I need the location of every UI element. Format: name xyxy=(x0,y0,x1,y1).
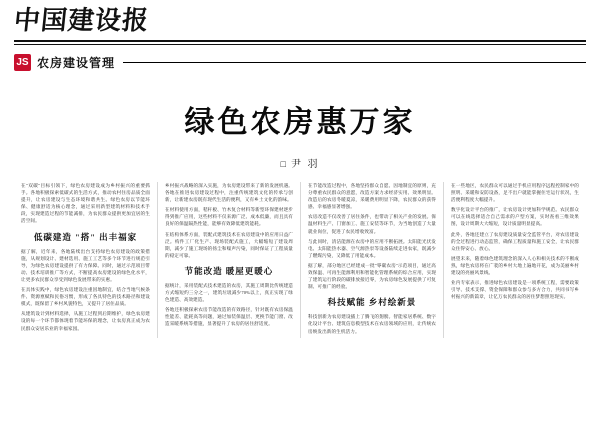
paragraph: 业内专家表示，推进绿色农房建设是一项系统工程，需要政策引导、技术支撑、资金保障和群众参与多方合力，共同书写乡村振兴的新篇章，让亿万农民群众的居住梦想照进现实。 xyxy=(451,280,579,300)
paragraph: 从建筑设计到材料选择，从施工过程到后期维护，绿色农房建设的每一个环节都体现着节能环保的理念，让农房真正成为农民群众安居乐业的幸福家园。 xyxy=(21,311,150,331)
paragraph: 据统计，采用装配式技术建造的农房，其施工周期比传统建造方式缩短约三分之一，建筑垃圾减少70%以上，真正实现了绿色建造、高效建造。 xyxy=(165,282,293,303)
paragraph: 在具体实践中，绿色农房建设注重因地制宜，结合当地气候条件、资源禀赋和民俗习惯，形成了各具特色的技术路径和建设模式，既保留了乡村风貌特色，又提升了居住品质。 xyxy=(21,287,150,307)
paragraph: 各地还积极探索农房节能改造的有效路径，针对既有农房保温性能差、能耗高等问题，通过加装保温层、更换节能门窗、改造采暖系统等措施，显著提升了农房的居住舒适度。 xyxy=(165,307,293,327)
masthead-divider xyxy=(14,40,586,42)
paragraph: 农房改造不仅改善了居住条件，也带动了相关产业的发展。保温材料生产、门窗加工、施工安装等环节，为当地创造了大量就业岗位，促进了农民增收致富。 xyxy=(308,214,436,234)
paragraph: 展望未来，随着绿色建筑理念的深入人心和相关技术的不断成熟，绿色农房将在广袤的乡村大地上遍地开花，成为美丽乡村建设的亮丽风景线。 xyxy=(451,255,579,276)
article-headline: 绿色农房惠万家 xyxy=(184,106,416,139)
section-badge: JS xyxy=(14,54,31,71)
article-column-2 xyxy=(157,182,300,338)
paragraph: 在"双碳"目标引领下，绿色农房建设成为乡村振兴的重要抓手。各地积极探索低碳式的生活方式，推动农村住房品质全面提升，让农房建设与生态环境和谐共生。绿色农房以节能环保、健康舒适为核心理念，通过采用新型建筑材料和技术手段，实现建造过程的节能减排，为农民群众提供更加宜居的生活空间。 xyxy=(21,183,150,224)
paragraph: 在节能改造过程中，各地坚持群众自愿、因地制宜的原则，充分尊重农民群众的意愿，改造方案力求经济实用、效果明显。改造后的农房冬暖夏凉，采暖费用明显下降，农民群众的获得感、幸福感显著增强。 xyxy=(308,183,436,210)
newspaper-title: 中国建设报 xyxy=(12,6,151,35)
paragraph: 据了解，近年来，各地陆续出台支持绿色农房建设的政策措施，从规划设计、建材选用、施工工艺等多个环节进行规范引导，为绿色农房建设提供了有力保障。同时，通过示范项目带动、技术培训推广等方式，不断提高农房建设的绿色化水平，让更多农民群众享受到绿色发展带来的实惠。 xyxy=(21,248,150,282)
byline-author: 尹 羽 xyxy=(290,159,320,170)
article-column-3 xyxy=(300,182,443,338)
masthead xyxy=(0,0,600,46)
paragraph: 在结构体系方面，装配式建筑技术在农房建设中的应用日益广泛。构件工厂化生产、现场装配式施工，大幅缩短了建设周期，减少了施工现场的扬尘和噪声污染，同时保证了工程质量的稳定可靠。 xyxy=(165,231,293,258)
article-byline xyxy=(0,155,600,170)
section-bar xyxy=(0,46,600,71)
paragraph: 在材料使用方面，秸秆板、竹木复合材料等新型环保建材逐步得到推广应用，这些材料不仅来源广泛、成本低廉，而且具有良好的保温隔热性能，能够有效降低建筑能耗。 xyxy=(165,207,293,227)
paragraph: 与此同时，清洁能源在农房中的应用不断拓展。太阳能光伏发电、太阳能热水器、空气源热泵等设备陆续走进农家，既减少了燃煤污染，又降低了用能成本。 xyxy=(308,238,436,258)
article-column-4 xyxy=(443,182,586,338)
column-subhead-2: 节能改造 暖屋更暖心 xyxy=(184,265,274,276)
paragraph: 科技创新为农房建设插上了腾飞的翅膀。智能家居系统、数字化设计平台、建筑信息模型技术在农房领域的应用，让传统农房焕发出新的生机活力。 xyxy=(308,314,436,334)
column-subhead-1: 低碳建造 "搭" 出丰福家 xyxy=(33,231,138,242)
paragraph: 乡村振兴战略的深入实施，为农房建设带来了新的发展机遇。各地在推进农房建设过程中，注重传统建筑文化的传承与创新，让新建农房既有现代生活的便利，又有乡土文化的韵味。 xyxy=(165,183,293,203)
section-divider xyxy=(123,62,586,63)
article-column-1 xyxy=(14,182,157,338)
section-title: 农房建设管理 xyxy=(37,56,116,70)
column-subhead-3: 科技赋能 乡村绘新景 xyxy=(327,297,417,308)
paragraph: 在一些地区，农民群众可以通过手机应用程序远程控制家中的照明、采暖和安防设备，足不出户就能掌握住宅运行状况，生活便利程度大幅提升。 xyxy=(451,183,579,203)
paragraph: 据了解，部分地区已经建成一批"零碳农房"示范项目，通过高效保温、可再生能源利用和智能化管理系统的综合应用，实现了建筑运行阶段的碳排放接近零，为农房绿色发展提供了可复制、可推广的经验。 xyxy=(308,262,436,290)
paragraph: 此外，各地还建立了农房建设质量安全监管平台，对农房建设的全过程进行动态监管，确保工程质量和施工安全，让农民群众住得安心、放心。 xyxy=(451,231,579,251)
byline-marker-icon: □ xyxy=(280,159,288,169)
paragraph: 数字化设计平台的推广，让农房设计更加科学规范。农民群众可以在线选择适合自己需求的户型方案，实时查看三维效果图，设计周期大大缩短，设计质量明显提高。 xyxy=(451,207,579,227)
article-body xyxy=(0,170,600,348)
